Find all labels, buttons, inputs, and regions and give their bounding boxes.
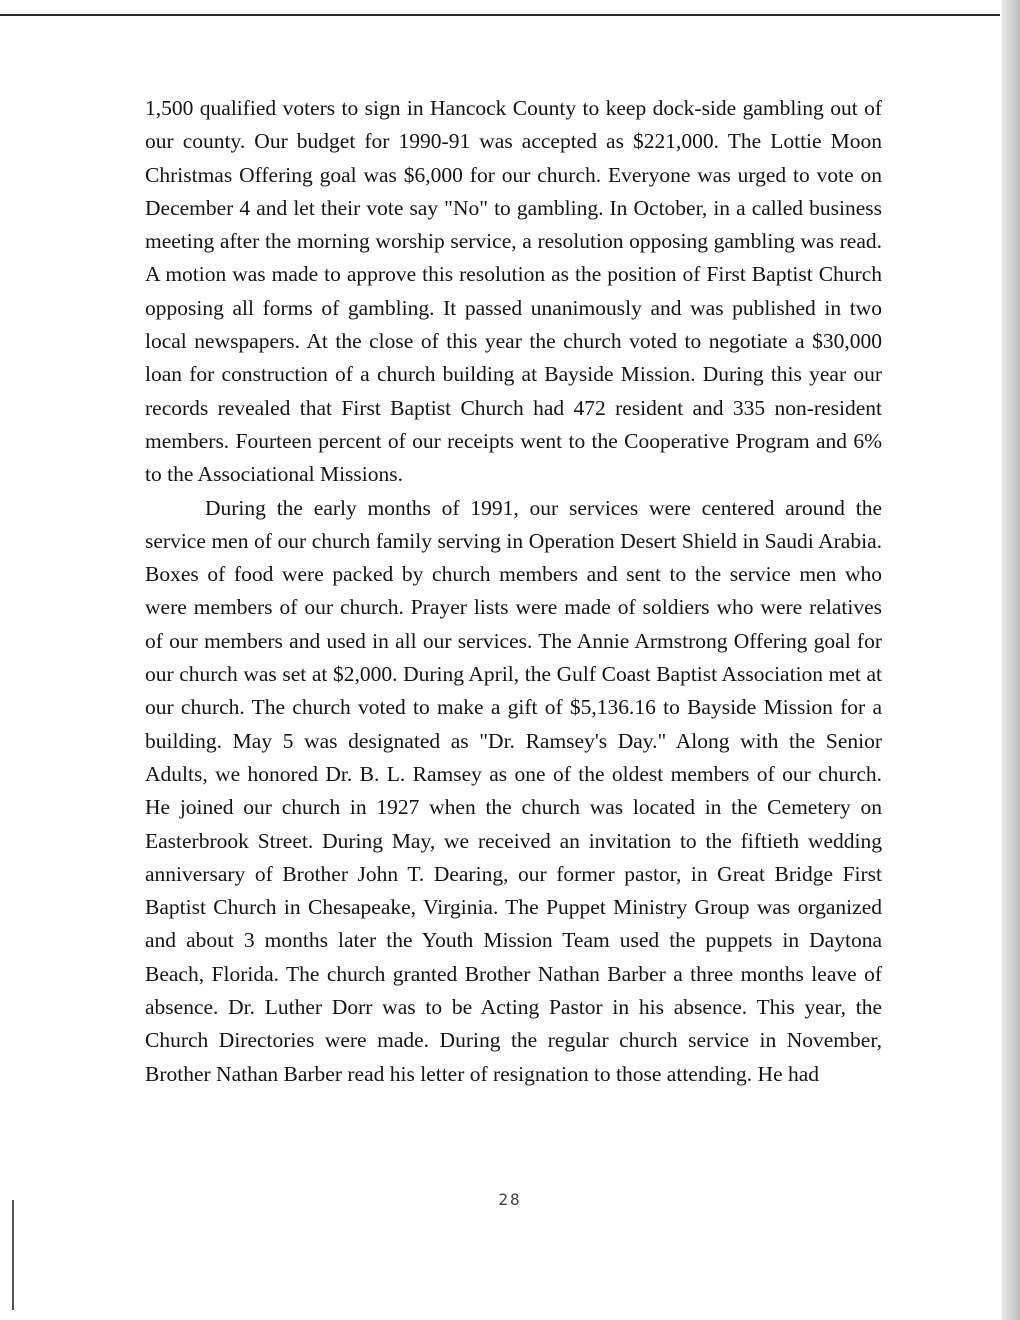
paragraph-1: 1,500 qualified voters to sign in Hancock County to keep dock-side gambling out of our county. Our budget for 1990-91 was accepted as $221,000. The Lottie Moon Christmas Offering goal was $6,000 for our church. Everyone was urged to vote on December 4 and let their vote say "No" to gambling. In October, in a called business meeting after the morning worship service, a resolution opposing gambling was read. A motion was made to approve this resolution as the position of First Baptist Church opposing all forms of gambling. It passed unanimously and was published in two local newspapers. At the close of this year the church voted to negotiate a $30,000 loan for construction of a church building at Bayside Mission. During this year our records revealed that First Baptist Church had 472 resident and 335 non-resident members. Fourteen percent of our receipts went to the Cooperative Program and 6% to the Associational Missions. <box>145 96 882 487</box>
page-body <box>145 92 882 1091</box>
scan-left-mark <box>12 1200 14 1310</box>
page-number: 28 <box>498 1190 522 1209</box>
scan-right-shadow <box>1002 0 1020 1320</box>
paragraph-2: During the early months of 1991, our services were centered around the service men of our church family serving in Operation Desert Shield in Saudi Arabia. Boxes of food were packed by church members and sent to the service men who were members of our church. Prayer lists were made of soldiers who were relatives of our members and used in all our services. The Annie Armstrong Offering goal for our church was set at $2,000. During April, the Gulf Coast Baptist Association met at our church. The church voted to make a gift of $5,136.16 to Bayside Mission for a building. May 5 was designated as "Dr. Ramsey's Day." Along with the Senior Adults, we honored Dr. B. L. Ramsey as one of the oldest members of our church. He joined our church in 1927 when the church was located in the Cemetery on Easterbrook Street. During May, we received an invitation to the fiftieth wedding anniversary of Brother John T. Dearing, our former pastor, in Great Bridge First Baptist Church in Chesapeake, Virginia. The Puppet Ministry Group was organized and about 3 months later the Youth Mission Team used the puppets in Daytona Beach, Florida. The church granted Brother Nathan Barber a three months leave of absence. Dr. Luther Dorr was to be Acting Pastor in his absence. This year, the Church Directories were made. During the regular church service in November, Brother Nathan Barber read his letter of resignation to those attending. He had <box>145 495 882 1086</box>
scan-top-edge <box>0 14 1000 16</box>
